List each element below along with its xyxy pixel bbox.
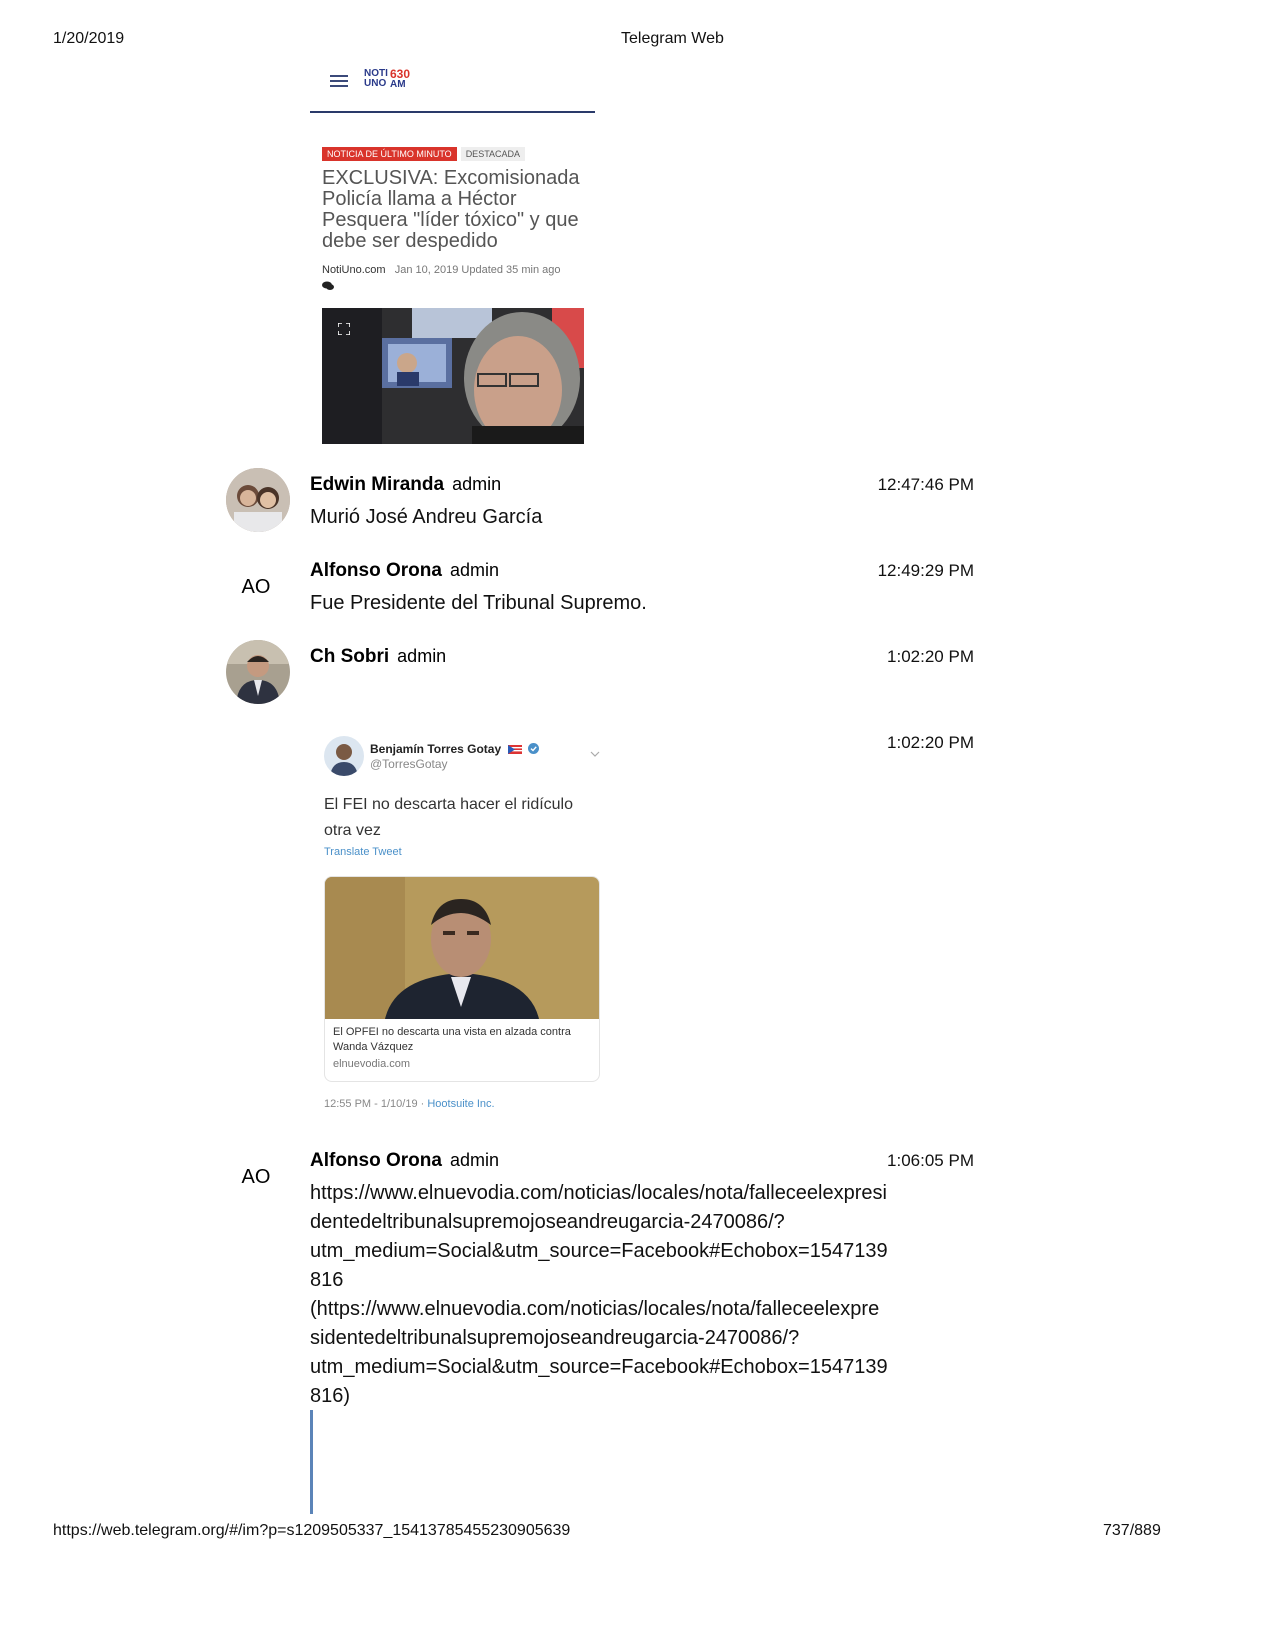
- sender-name[interactable]: Alfonso Orona: [310, 1150, 442, 1171]
- link-card-photo: [325, 877, 599, 1019]
- print-page-number: 737/889: [1103, 1522, 1161, 1539]
- message-sender: [310, 1150, 499, 1172]
- message-time: 1:02:20 PM: [887, 647, 974, 666]
- tag-featured: DESTACADA: [461, 147, 525, 161]
- expand-icon[interactable]: [338, 322, 350, 340]
- sender-role: admin: [397, 646, 447, 666]
- sender-name[interactable]: Edwin Miranda: [310, 474, 445, 495]
- tweet-screenshot[interactable]: [310, 726, 610, 1120]
- message-time: 12:49:29 PM: [877, 561, 974, 580]
- tweet-text: El FEI no descarta hacer el ridículo otra vez: [324, 796, 574, 839]
- tweet-author: Benjamín Torres Gotay: [370, 742, 539, 757]
- link-preview-bar: [310, 1410, 313, 1514]
- avatar[interactable]: [226, 640, 290, 704]
- avatar[interactable]: [226, 468, 290, 532]
- news-tags: [322, 144, 525, 162]
- news-screenshot[interactable]: [310, 58, 600, 448]
- message-text: Fue Presidente del Tribunal Supremo.: [310, 592, 647, 614]
- print-title: Telegram Web: [621, 30, 724, 47]
- tag-breaking: NOTICIA DE ÚLTIMO MINUTO: [322, 147, 457, 161]
- message-sender: [310, 646, 446, 668]
- message-time: 12:47:46 PM: [877, 475, 974, 494]
- avatar-initials[interactable]: AO: [241, 1166, 271, 1188]
- sender-role: admin: [452, 474, 502, 494]
- verified-icon: [528, 743, 539, 757]
- sender-name[interactable]: Alfonso Orona: [310, 560, 442, 581]
- tweet-avatar: [324, 736, 364, 776]
- message-text: Murió José Andreu García: [310, 506, 543, 528]
- comments-icon: [322, 278, 334, 296]
- sender-role: admin: [449, 1150, 499, 1170]
- message-time: 1:06:05 PM: [887, 1151, 974, 1170]
- avatar-initials[interactable]: AO: [241, 576, 271, 598]
- news-photo: [322, 308, 584, 444]
- news-byline: NotiUno.com Jan 10, 2019 Updated 35 min ago: [322, 264, 561, 276]
- message-sender: [310, 474, 501, 496]
- translate-tweet-link[interactable]: Translate Tweet: [324, 846, 402, 858]
- link-card-title: El OPFEI no descarta una vista en alzada contra Wanda Vázquez: [333, 1026, 571, 1053]
- sender-role: admin: [449, 560, 499, 580]
- tweet-handle: @TorresGotay: [370, 757, 448, 771]
- print-date: 1/20/2019: [53, 30, 125, 47]
- notiuno-logo: NOTI UNO 630 AM: [364, 67, 411, 90]
- news-headline: EXCLUSIVA: Excomisionada Policía llama a Héctor Pesquera "líder tóxico" y que debe ser despedido: [322, 167, 580, 252]
- message-sender: [310, 560, 499, 582]
- chevron-down-icon[interactable]: [590, 744, 600, 762]
- tweet-footer: 12:55 PM - 1/10/19 · Hootsuite Inc.: [324, 1098, 495, 1110]
- hamburger-icon: [330, 74, 348, 93]
- link-card[interactable]: [324, 876, 600, 1082]
- pr-flag-icon: [508, 743, 522, 757]
- message-link-text[interactable]: https://www.elnuevodia.com/noticias/locales/nota/falleceelexpresi dentedeltribunalsupremojoseandreugarcia-2470086/? utm_medium=Social&utm_source=Facebook#Echobox=1547139 816 (https://www.elnuevodia.com/noticias/locales/nota/falleceelexpre sidentedeltribunalsupremojoseandreugarcia-2470086/? utm_medium=Social&utm_source=Facebook#Echobox=1547139 816): [310, 1182, 888, 1407]
- message-time: 1:02:20 PM: [887, 733, 974, 752]
- print-url: https://web.telegram.org/#/im?p=s1209505337_15413785455230905639: [53, 1522, 571, 1539]
- tweet-source-link[interactable]: Hootsuite Inc.: [427, 1098, 495, 1110]
- link-card-domain: elnuevodia.com: [333, 1058, 411, 1070]
- header-divider: [310, 111, 595, 113]
- sender-name[interactable]: Ch Sobri: [310, 646, 390, 667]
